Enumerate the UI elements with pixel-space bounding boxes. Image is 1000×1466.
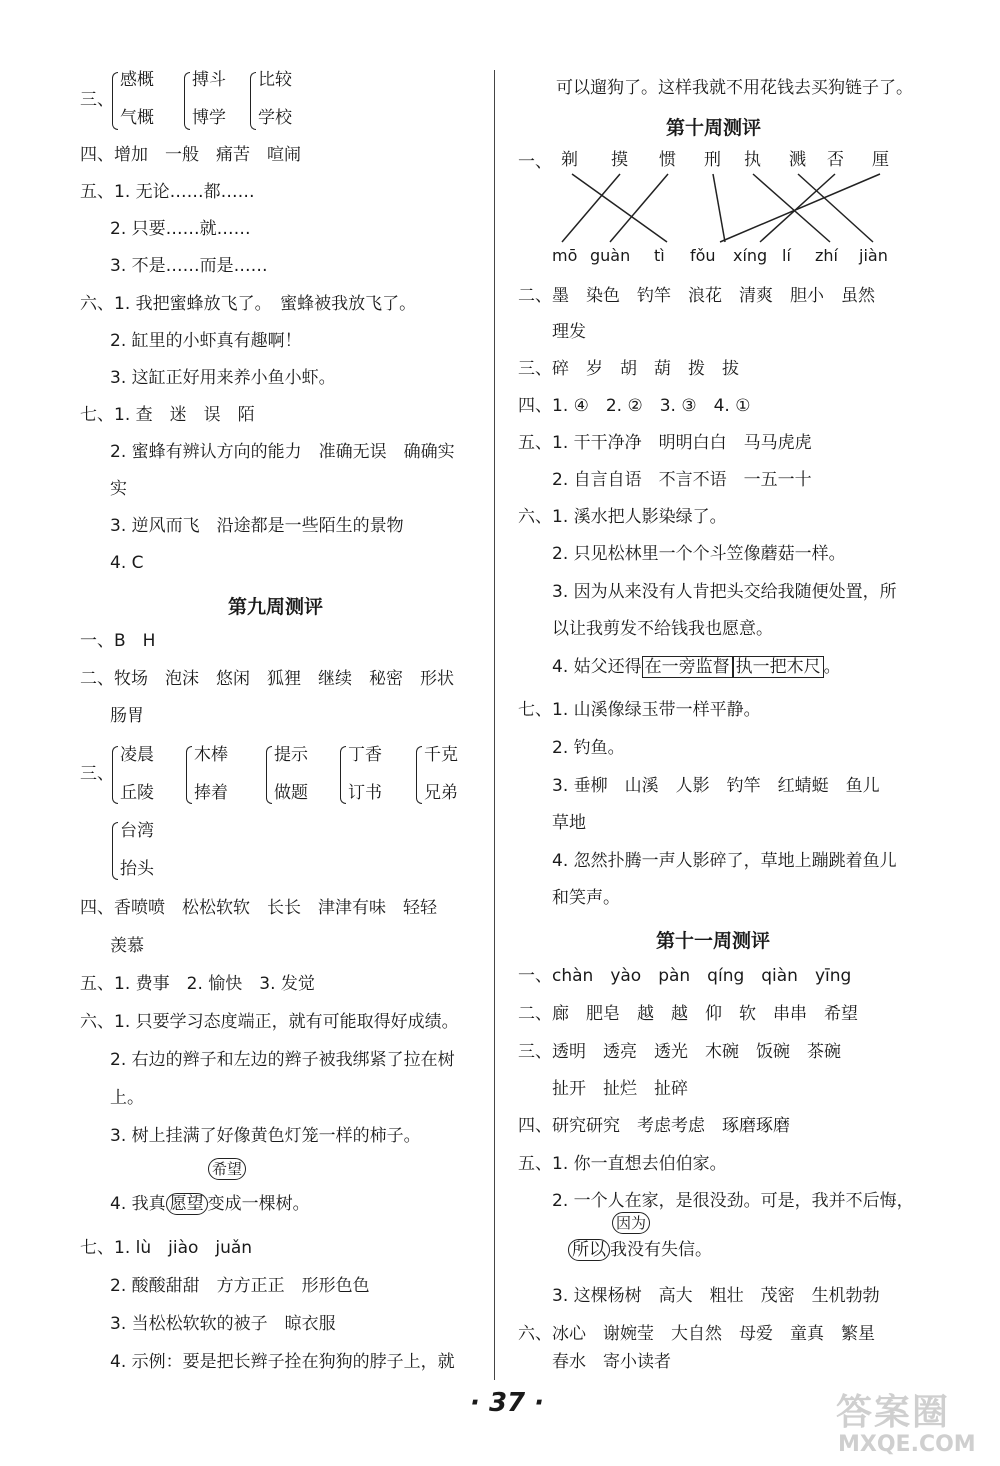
match-pinyin: guàn — [590, 246, 631, 265]
answer-line: 2. 只要……就…… — [110, 219, 251, 239]
match-pinyin: xíng — [733, 246, 768, 265]
boxed-phrase: 执一把木尺 — [733, 656, 824, 678]
section-title-week11: 第十一周测评 — [656, 930, 771, 952]
answer-line: 2. 右边的辫子和左边的辫子被我绑紧了拉在树 — [110, 1050, 455, 1070]
answer-line: 2. 自言自语 不言不语 一五一十 — [552, 470, 812, 490]
brace — [184, 72, 190, 130]
answer-line: 3. 不是……而是…… — [110, 256, 268, 276]
answer-line: 2. 酸酸甜甜 方方正正 形形色色 — [110, 1276, 370, 1296]
brace-word: 凌晨 — [120, 745, 154, 765]
answer-line: 3. 这棵杨树 高大 粗壮 茂密 生机勃勃 — [552, 1286, 880, 1306]
answer-line: 3. 当松松软软的被子 晾衣服 — [110, 1314, 336, 1334]
text-segment: 4. 姑父还得 — [552, 657, 642, 677]
circled-word: 所以 — [568, 1239, 610, 1261]
brace-word: 丁香 — [348, 745, 382, 765]
brace-word: 气概 — [120, 108, 154, 128]
brace — [112, 72, 118, 130]
answer-line: 一、B H — [80, 631, 156, 651]
answer-line: 四、1. ④ 2. ② 3. ③ 4. ① — [518, 396, 751, 416]
brace — [250, 72, 256, 130]
brace-word: 丘陵 — [120, 783, 154, 803]
answer-line: 四、香喷喷 松松软软 长长 津津有味 轻轻 — [80, 898, 437, 918]
brace-word: 感概 — [120, 70, 154, 90]
brace-word: 台湾 — [120, 821, 154, 841]
answer-line: 3. 树上挂满了好像黄色灯笼一样的柿子。 — [110, 1126, 421, 1146]
answer-line: 2. 只见松林里一个个斗笠像蘑菇一样。 — [552, 544, 846, 564]
answer-line: 3. 垂柳 山溪 人影 钓竿 红蜻蜓 鱼儿 — [552, 776, 880, 796]
answer-line: 六、1. 只要学习态度端正，就有可能取得好成绩。 — [80, 1012, 459, 1032]
answer-line: 三、透明 透亮 透光 木碗 饭碗 茶碗 — [518, 1042, 841, 1062]
brace-word: 做题 — [274, 783, 308, 803]
match-char: 刑 — [704, 150, 721, 170]
answer-line: 上。 — [110, 1088, 144, 1108]
answer-line: 五、1. 费事 2. 愉快 3. 发觉 — [80, 974, 315, 994]
answer-line: 扯开 扯烂 扯碎 — [552, 1079, 688, 1099]
match-pinyin: lí — [782, 246, 791, 265]
brace-word: 木棒 — [194, 745, 228, 765]
watermark-url: MXQE.COM — [838, 1432, 976, 1457]
match-char: 执 — [744, 150, 761, 170]
page-number: · 37 · — [470, 1388, 545, 1418]
column-divider — [494, 70, 495, 1380]
answer-line: 3. 这缸正好用来养小鱼小虾。 — [110, 368, 336, 388]
correction-insert: 因为 — [612, 1212, 650, 1234]
answer-line: 五、1. 你一直想去伯伯家。 — [518, 1154, 727, 1174]
answer-line: 春水 寄小读者 — [552, 1352, 671, 1372]
answer-line: 肠胃 — [110, 706, 144, 726]
answer-line: 4. 忽然扑腾一声人影碎了，草地上蹦跳着鱼儿 — [552, 851, 897, 871]
correction-insert: 希望 — [208, 1158, 246, 1180]
answer-line: 四、增加 一般 痛苦 喧闹 — [80, 145, 301, 165]
answer-line: 羡慕 — [110, 936, 144, 956]
answer-line: 4. C — [110, 553, 144, 573]
brace — [340, 746, 346, 804]
brace-word: 博学 — [192, 108, 226, 128]
match-pinyin: tì — [654, 246, 665, 265]
answer-line: 2. 蜜蜂有辨认方向的能力 准确无误 确确实 — [110, 442, 455, 462]
answer-line: 五、1. 无论……都…… — [80, 182, 255, 202]
text-segment: 4. 我真 — [110, 1194, 166, 1214]
answer-line: 以让我剪发不给钱我也愿意。 — [552, 619, 773, 639]
match-char: 厘 — [872, 150, 889, 170]
answer-line: 4. 示例：要是把长辫子拴在狗狗的脖子上，就 — [110, 1352, 455, 1372]
section-title-week9: 第九周测评 — [228, 596, 324, 618]
page-number-value: 37 — [488, 1388, 526, 1418]
answer-line: 可以遛狗了。这样我就不用花钱去买狗链子了。 — [556, 78, 913, 98]
matching-lines — [540, 170, 920, 248]
brace-word: 抬头 — [120, 859, 154, 879]
match-char: 惯 — [659, 150, 676, 170]
watermark-logo: 答案圈 — [836, 1392, 951, 1433]
brace — [416, 746, 422, 804]
answer-line: 五、1. 干干净净 明明白白 马马虎虎 — [518, 433, 812, 453]
brace-word: 比较 — [258, 70, 292, 90]
match-char: 溅 — [789, 150, 806, 170]
match-pinyin: fǒu — [690, 246, 716, 265]
match-pinyin: jiàn — [859, 246, 888, 265]
match-char: 否 — [827, 150, 844, 170]
brace — [186, 746, 192, 804]
answer-line: 二、廊 肥皂 越 越 仰 软 串串 希望 — [518, 1004, 858, 1024]
brace-word: 捧着 — [194, 783, 228, 803]
circled-word: 愿望 — [166, 1193, 208, 1215]
answer-line: 2. 缸里的小虾真有趣啊！ — [110, 331, 302, 351]
match-char: 摸 — [611, 150, 628, 170]
section-title-week10: 第十周测评 — [666, 117, 762, 139]
answer-line: 一、chàn yào pàn qíng qiàn yīng — [518, 966, 852, 986]
answer-line: 七、1. 查 迷 误 陌 — [80, 405, 255, 425]
s3-label: 三、 — [80, 90, 114, 110]
answer-line — [568, 1238, 712, 1262]
brace-word: 兄弟 — [424, 783, 458, 803]
answer-line: 2. 钓鱼。 — [552, 738, 625, 758]
answer-line — [110, 1192, 310, 1216]
answer-line — [552, 655, 841, 679]
answer-line: 六、1. 我把蜜蜂放飞了。 蜜蜂被我放飞了。 — [80, 294, 417, 314]
match-char: 剃 — [561, 150, 578, 170]
text-segment: 变成一棵树。 — [207, 1194, 310, 1214]
answer-line: 3. 因为从来没有人肯把头交给我随便处置，所 — [552, 582, 897, 602]
brace-word: 订书 — [348, 783, 382, 803]
brace-word: 搏斗 — [192, 70, 226, 90]
brace-word: 提示 — [274, 745, 308, 765]
match-pinyin: mō — [552, 246, 578, 265]
answer-line: 二、墨 染色 钓竿 浪花 清爽 胆小 虽然 — [518, 286, 875, 306]
answer-line: 2. 一个人在家，是很没劲。可是，我并不后悔， — [552, 1191, 914, 1211]
brace-word: 千克 — [424, 745, 458, 765]
brace-word: 学校 — [258, 108, 292, 128]
answer-line: 六、1. 溪水把人影染绿了。 — [518, 507, 727, 527]
answer-line: 三、碎 岁 胡 葫 拨 拔 — [518, 359, 739, 379]
answer-line: 六、冰心 谢婉莹 大自然 母爱 童真 繁星 — [518, 1324, 875, 1344]
answer-line: 二、牧场 泡沫 悠闲 狐狸 继续 秘密 形状 — [80, 669, 454, 689]
brace — [112, 822, 118, 880]
brace — [266, 746, 272, 804]
answer-line: 四、研究研究 考虑考虑 琢磨琢磨 — [518, 1116, 790, 1136]
brace — [112, 746, 118, 804]
text-segment: 我没有失信。 — [610, 1240, 712, 1260]
answer-line: 理发 — [552, 322, 586, 342]
match-pinyin: zhí — [815, 246, 838, 265]
text-segment: 。 — [823, 657, 841, 677]
answer-line: 实 — [110, 479, 127, 499]
answer-line: 和笑声。 — [552, 888, 620, 908]
answer-line: 3. 逆风而飞 沿途都是一些陌生的景物 — [110, 516, 404, 536]
boxed-phrase: 在一旁监督 — [642, 656, 733, 678]
answer-line: 七、1. 山溪像绿玉带一样平静。 — [518, 700, 761, 720]
answer-line: 七、1. lù jiào juǎn — [80, 1238, 253, 1258]
w9-s3-label: 三、 — [80, 764, 114, 784]
answer-line: 草地 — [552, 813, 586, 833]
w10-s1-label: 一、 — [518, 152, 552, 172]
